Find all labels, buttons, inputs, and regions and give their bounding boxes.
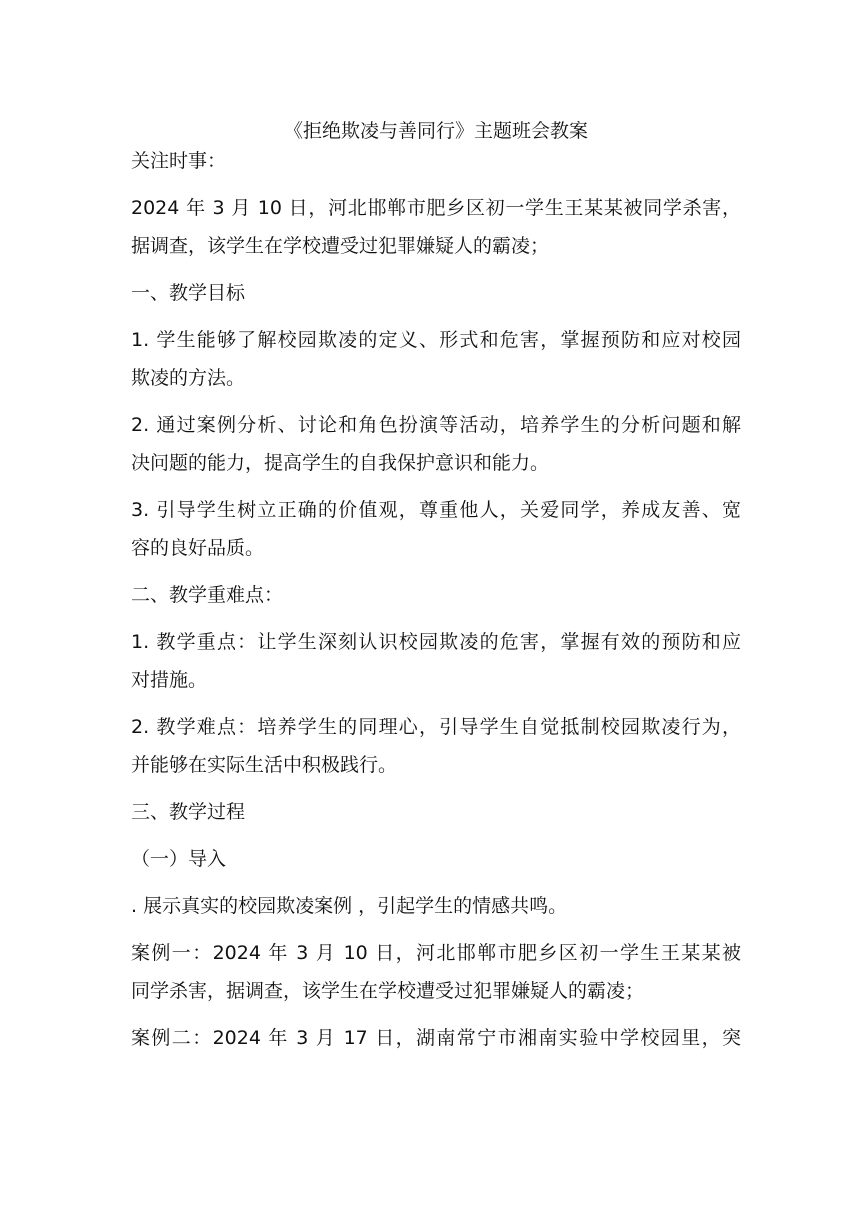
paragraph-line: 关注时事：: [131, 150, 227, 172]
document-page: [131, 112, 741, 1049]
paragraph-line: 案例二：2024 年 3 月 17 日，湖南常宁市湘南实验中学校园里，突: [131, 1027, 741, 1049]
paragraph-line: 2. 教学难点：培养学生的同理心，引导学生自觉抵制校园欺凌行为，: [131, 716, 741, 738]
section-heading: 一、教学目标: [131, 282, 246, 304]
paragraph-line: 据调查，该学生在学校遭受过犯罪嫌疑人的霸凌；: [131, 235, 550, 257]
paragraph-line: 1. 学生能够了解校园欺凌的定义、形式和危害，掌握预防和应对校园: [131, 329, 741, 351]
paragraph-line: 决问题的能力，提高学生的自我保护意识和能力。: [131, 452, 550, 474]
paragraph-line: 对措施。: [131, 669, 208, 691]
paragraph-line: 1. 教学重点：让学生深刻认识校园欺凌的危害，掌握有效的预防和应: [131, 631, 741, 653]
section-heading: 二、教学重难点：: [131, 584, 284, 606]
document-title: 《拒绝欺凌与善同行》主题班会教案: [283, 120, 588, 142]
paragraph-line: 容的良好品质。: [131, 537, 265, 559]
paragraph-line: 并能够在实际生活中积极践行。: [131, 754, 398, 776]
paragraph-line: . 展示真实的校园欺凌案例 ，引起学生的情感共鸣。: [131, 895, 568, 917]
paragraph-line: 3. 引导学生树立正确的价值观，尊重他人，关爱同学，养成友善、宽: [131, 499, 741, 521]
paragraph-line: 2024 年 3 月 10 日，河北邯郸市肥乡区初一学生王某某被同学杀害，: [131, 197, 741, 219]
section-heading: 三、教学过程: [131, 801, 246, 823]
paragraph-line: 欺凌的方法。: [131, 367, 246, 389]
paragraph-line: 案例一：2024 年 3 月 10 日，河北邯郸市肥乡区初一学生王某某被: [131, 942, 741, 964]
paragraph-line: 同学杀害，据调查，该学生在学校遭受过犯罪嫌疑人的霸凌；: [131, 980, 645, 1002]
subsection-heading: （一）导入: [131, 848, 227, 870]
paragraph-line: 2. 通过案例分析、讨论和角色扮演等活动，培养学生的分析问题和解: [131, 414, 741, 436]
